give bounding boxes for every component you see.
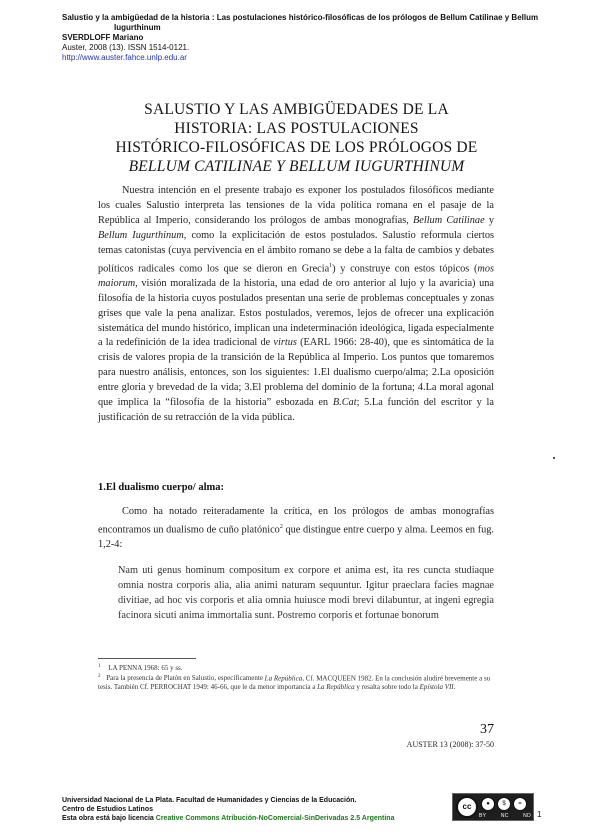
journal-reference: AUSTER 13 (2008): 37-50	[406, 740, 494, 749]
title-line-3: HISTÓRICO-FILOSÓFICAS DE LOS PRÓLOGOS DE	[115, 139, 478, 156]
text-run: , como la explicitación de estos postulados. Salustio reformula ciertos temas catonistas (cuya pervivencia en el ámbito romano se debe a la falta de cambios y debates políticos radicales como los que se dieron en Grecia	[98, 229, 494, 274]
text-run: ; 5.La función del escritor y la justificación de su retracción de la vida pública.	[98, 397, 494, 424]
cc-by-label: BY	[479, 813, 487, 819]
header-url-link[interactable]: http://www.auster.fahce.unlp.edu.ar	[62, 53, 187, 62]
text-run-italic: mos maiorum	[98, 262, 494, 289]
cc-nc-label: NC	[500, 813, 509, 819]
footnote-ref: 2	[279, 523, 283, 530]
title-line-4: BELLUM CATILINAE Y BELLUM IUGURTHINUM	[128, 158, 465, 175]
footnote-divider	[98, 658, 196, 659]
header-title-line2: Iugurthinum	[114, 23, 161, 32]
text-run: y	[484, 214, 494, 226]
footnote-text-italic: Epístola VII	[419, 683, 454, 692]
header-title-line1: Salustio y la ambigüedad de la historia : Las postulaciones histórico-filosóficas de los prólogos de Bellum Catilinae y Bellum	[62, 13, 539, 22]
pdf-page-number: 1	[537, 810, 542, 819]
text-run-italic: Bellum Iugurthinum	[98, 229, 184, 241]
title-line-2: HISTORIA: LAS POSTULACIONES	[174, 120, 419, 137]
cc-icon: cc	[456, 796, 478, 818]
footnote-text: .	[453, 683, 456, 692]
footnote-text: Para la presencia de Platón en Salustio, específicamente	[106, 674, 265, 683]
page-number: 37	[480, 722, 494, 737]
text-run: Nuestra intención en el presente trabajo es exponer los postulados filosóficos mediante los cuales Salustio interpreta las tensiones de la vida política romana en el pasaje de la República al Imperio, considerando los prólogos de ambas monografías,	[98, 185, 494, 226]
no-money-icon: $	[497, 797, 511, 811]
text-run-italic: Bellum Catilinae	[412, 214, 485, 226]
footnote-text-italic: La República	[317, 683, 355, 692]
margin-mark	[553, 457, 555, 459]
document-source-header	[62, 13, 542, 63]
text-run-italic: virtus	[273, 337, 297, 349]
institution-footer	[62, 796, 394, 823]
text-run: que distingue entre cuerpo y alma. Leemos en fug. 1,2-4:	[98, 524, 494, 551]
license-link[interactable]: Creative Commons Atribución-NoComercial-SinDerivadas 2.5 Argentina	[155, 815, 395, 822]
intro-paragraph	[98, 184, 494, 426]
footnote-text: LA PENNA 1968: 65 y ss.	[108, 664, 183, 673]
footnote-ref: 1	[329, 262, 333, 269]
footnote-text-italic: La República	[264, 674, 303, 683]
header-author: SVERDLOFF Mariano	[62, 33, 144, 42]
header-citation: Auster, 2008 (13). ISSN 1514-0121.	[62, 43, 190, 52]
latin-quotation: Nam uti genus hominum compositum ex corpore et anima est, ita res cuncta studiaque omnia nostra corporis alia, alia animi naturam sequuntur. Igitur praeclara facies magnae divitiae, ad hoc vis corporis et alia omnia huiusce modi brevi dilabuntur, at ingeni egregia facinora sicuti anima immortalia sunt. Postremo corporis et fortunae bonorum	[118, 565, 494, 621]
text-run: ) y construye con estos tópicos (	[332, 262, 478, 274]
text-run: (EARL 1966: 28-40), que es sintomática de la crisis de valores propia de la transición de la República al Imperio. Los puntos que tomaremos para nuestro análisis, entonces, son los siguientes: 1.El dualismo cuerpo/alma; 2.La oposición entre gloria y brevedad de la vida; 3.El problema del dominio de la fortuna; 4.La moral agonal que implica la “filosofía de la historia” esbozada en	[98, 337, 494, 409]
text-run: , visión moralizada de la historia, una edad de oro anterior al lujo y la avaricia) una filosofía de la historia cuyos postulados presentan una serie de problemas conceptuales y zonas grises que vale la pena analizar. Estos postulados, veremos, lejos de ofrecer una explicación sistemática del mundo histórico, implican una indeterminación ideológica, ligada especialmente a la redefinición de la idea tradicional de	[98, 277, 494, 349]
footnote-text: y resalta sobre todo la	[354, 683, 420, 692]
footnote-text: , Cf. MACQUEEN 1982. En la conclusión aludiré brevemente a su tesis. También Cf. PERROCHAT 1949: 46-66, que le da menor importancia a	[98, 674, 491, 692]
footer-center: Centro de Estudios Latinos	[62, 806, 154, 813]
creative-commons-badge[interactable]	[452, 793, 534, 821]
footer-university: Universidad Nacional de La Plata. Facultad de Humanidades y Ciencias de la Educación.	[62, 797, 357, 804]
title-line-1: SALUSTIO Y LAS AMBIGÜEDADES DE LA	[144, 101, 449, 118]
equals-icon: =	[513, 797, 527, 811]
footnote-number: 2	[98, 674, 101, 679]
section-heading: 1.El dualismo cuerpo/ alma:	[98, 482, 225, 493]
footer-license-prefix: Esta obra está bajo licencia	[62, 815, 156, 822]
cc-labels	[479, 813, 531, 819]
person-icon: ●	[481, 797, 495, 811]
footnote-2	[98, 672, 494, 692]
text-run-italic: B.Cat	[332, 397, 357, 409]
body-paragraph	[98, 505, 494, 553]
footnote-number: 1	[98, 664, 101, 669]
article-title	[60, 100, 533, 176]
cc-nd-label: ND	[523, 813, 531, 819]
text-run: Como ha notado reiteradamente la crítica, en los prólogos de ambas monografías encontramos un dualismo de cuño platónico	[98, 506, 494, 536]
